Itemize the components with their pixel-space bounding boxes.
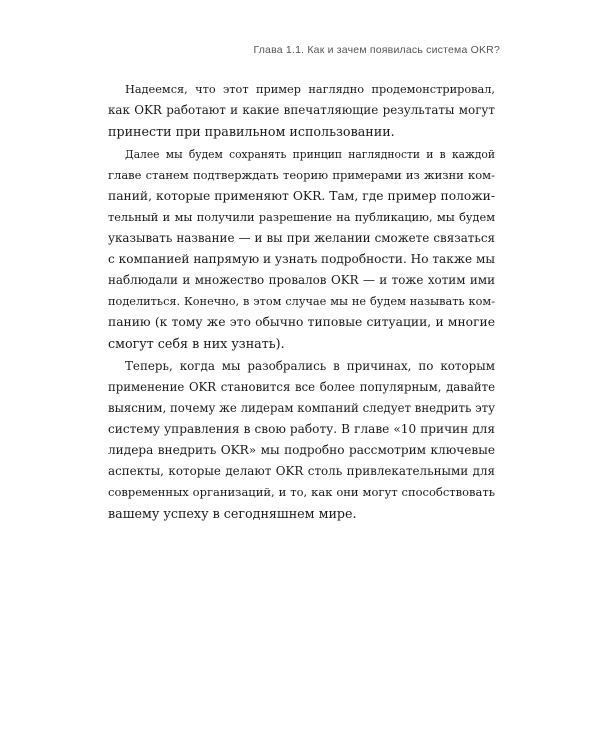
text-line: указывать название — и вы при желании сможете связаться [108, 231, 495, 245]
text-line: Далее мы будем сохранять принцип наглядности и в каждой [125, 148, 495, 161]
text-line: Теперь, когда мы разобрались в причинах, по которым [125, 359, 495, 373]
text-line: паний, которые применяют OKR. Там, где пример положи- [108, 189, 495, 203]
text-line: поделиться. Конечно, в этом случае мы не будем называть ком- [108, 295, 495, 308]
text-line: тельный и мы получили разрешение на публикацию, мы будем [108, 211, 495, 224]
body-text [108, 79, 495, 526]
text-line: наблюдали и множество провалов OKR — и тоже хотим ими [108, 273, 495, 287]
paragraph-1 [108, 79, 495, 142]
text-line: Надеемся, что этот пример наглядно продемонстрировал, [125, 83, 495, 96]
text-line: панию (к тому же это обычно типовые ситуации, и многие [108, 315, 495, 329]
text-line: вашему успеху в сегодняшнем мире. [108, 506, 357, 521]
text-line: лидера внедрить OKR» мы подробно рассмотрим ключевые [108, 443, 495, 457]
text-line: применение OKR становится все более популярным, давайте [108, 380, 495, 394]
text-line: с компанией напрямую и узнать подробности. Но также мы [108, 252, 495, 266]
text-line: современных организаций, и то, как они могут способствовать [108, 485, 495, 499]
text-line: выясним, почему же лидерам компаний следует внедрить эту [108, 401, 495, 415]
paragraph-3 [108, 356, 495, 524]
text-line: смогут себя в них узнать). [108, 336, 285, 351]
text-line: аспекты, которые делают OKR столь привлекательными для [108, 464, 495, 478]
paragraph-2 [108, 144, 495, 354]
text-line: главе станем подтверждать теорию примерами из жизни ком- [108, 168, 495, 182]
text-line: как OKR работают и какие впечатляющие результаты могут [108, 103, 495, 117]
running-head: Глава 1.1. Как и зачем появилась система OKR? [253, 44, 500, 56]
text-line: принести при правильном использовании. [108, 124, 395, 139]
text-line: систему управления в свою работу. В главе «10 причин для [108, 422, 495, 436]
